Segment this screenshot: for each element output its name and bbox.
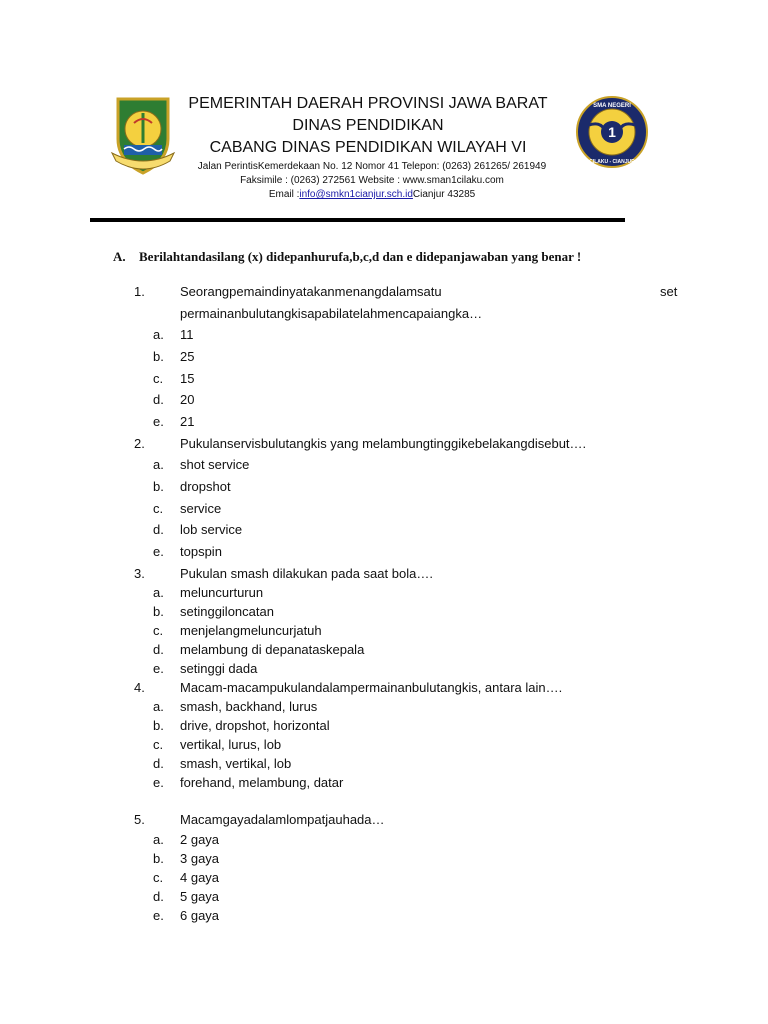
- option-label: e.: [153, 908, 164, 923]
- option-label: c.: [153, 371, 164, 386]
- option-text: dropshot: [180, 479, 231, 494]
- option-text: melambung di depanataskepala: [180, 642, 365, 657]
- emblem-numeral: 1: [608, 124, 616, 140]
- option-text: forehand, melambung, datar: [180, 775, 344, 790]
- option-label: c.: [153, 501, 164, 516]
- question-number: 5.: [134, 812, 145, 827]
- header-fax-website: Faksimile : (0263) 272561 Website : www.sman1cilaku.com: [240, 175, 504, 186]
- header-branch-title: CABANG DINAS PENDIDIKAN WILAYAH VI: [209, 139, 527, 156]
- option-text: topspin: [180, 544, 222, 559]
- question-text-continued: permainanbulutangkisapabilatelahmencapaiangka…: [180, 306, 483, 321]
- option-text: shot service: [180, 457, 250, 472]
- option-text: smash, vertikal, lob: [180, 756, 292, 771]
- option-label: c.: [153, 870, 164, 885]
- option-label: a.: [153, 327, 164, 342]
- option-label: a.: [153, 832, 164, 847]
- option-label: c.: [153, 623, 164, 638]
- question-number: 2.: [134, 436, 145, 451]
- option-label: d.: [153, 392, 164, 407]
- option-text: vertikal, lurus, lob: [180, 737, 282, 752]
- question-text: Pukulanservisbulutangkis yang melambungtinggikebelakangdisebut….: [180, 436, 587, 451]
- option-label: c.: [153, 737, 164, 752]
- question-number: 3.: [134, 566, 145, 581]
- option-text: menjelangmeluncurjatuh: [180, 623, 322, 638]
- question-text: Pukulan smash dilakukan pada saat bola….: [180, 566, 433, 581]
- option-label: d.: [153, 642, 164, 657]
- email-suffix: Cianjur 43285: [412, 189, 476, 200]
- header-email-line: [0, 189, 756, 200]
- header-address: Jalan PerintisKemerdekaan No. 12 Nomor 41 Telepon: (0263) 261265/ 261949: [197, 161, 547, 172]
- option-label: a.: [153, 585, 164, 600]
- option-label: e.: [153, 414, 164, 429]
- option-text: 20: [180, 392, 195, 407]
- header-department-title: DINAS PENDIDIKAN: [292, 117, 444, 134]
- option-text: setinggiloncatan: [180, 604, 274, 619]
- option-label: e.: [153, 661, 164, 676]
- option-text: 21: [180, 414, 195, 429]
- question-text: Macam-macampukulandalampermainanbulutangkis, antara lain….: [180, 680, 563, 695]
- option-text: service: [180, 501, 222, 516]
- emblem-top-text: SMA NEGERI: [593, 103, 631, 109]
- option-label: a.: [153, 699, 164, 714]
- option-text: 11: [180, 327, 194, 342]
- option-text: drive, dropshot, horizontal: [180, 718, 330, 733]
- option-text: setinggi dada: [180, 661, 258, 676]
- option-label: b.: [153, 349, 164, 364]
- option-label: e.: [153, 775, 164, 790]
- email-prefix: Email :: [268, 189, 300, 200]
- option-label: e.: [153, 544, 164, 559]
- option-label: d.: [153, 756, 164, 771]
- question-text: Macamgayadalamlompatjauhada…: [180, 812, 385, 827]
- option-text: 15: [180, 371, 195, 386]
- instruction-text: Berilahtandasilang (x) didepanhurufa,b,c,d dan e didepanjawaban yang benar !: [139, 249, 582, 264]
- option-label: b.: [153, 604, 164, 619]
- option-text: 4 gaya: [180, 870, 220, 885]
- question-text: Seorangpemaindinyatakanmenangdalamsatu: [180, 284, 442, 299]
- header-divider: [90, 218, 625, 222]
- option-text: 2 gaya: [180, 832, 220, 847]
- option-text: lob service: [180, 522, 243, 537]
- option-text: smash, backhand, lurus: [180, 699, 318, 714]
- option-label: b.: [153, 851, 164, 866]
- option-label: b.: [153, 479, 164, 494]
- option-label: d.: [153, 889, 164, 904]
- header-government-title: PEMERINTAH DAERAH PROVINSI JAWA BARAT: [188, 95, 548, 112]
- option-text: meluncurturun: [180, 585, 264, 600]
- option-text: 25: [180, 349, 195, 364]
- section-letter: A.: [113, 249, 126, 264]
- email-link[interactable]: info@smkn1cianjur.sch.id: [299, 189, 413, 200]
- option-label: d.: [153, 522, 164, 537]
- question-number: 1.: [134, 284, 145, 299]
- option-label: b.: [153, 718, 164, 733]
- emblem-bottom-text: CILAKU - CIANJUR: [589, 159, 635, 165]
- option-text: 5 gaya: [180, 889, 220, 904]
- option-label: a.: [153, 457, 164, 472]
- question-number: 4.: [134, 680, 145, 695]
- option-text: 3 gaya: [180, 851, 220, 866]
- question-text-tail: set: [660, 284, 678, 299]
- section-instruction: [113, 249, 581, 265]
- option-text: 6 gaya: [180, 908, 220, 923]
